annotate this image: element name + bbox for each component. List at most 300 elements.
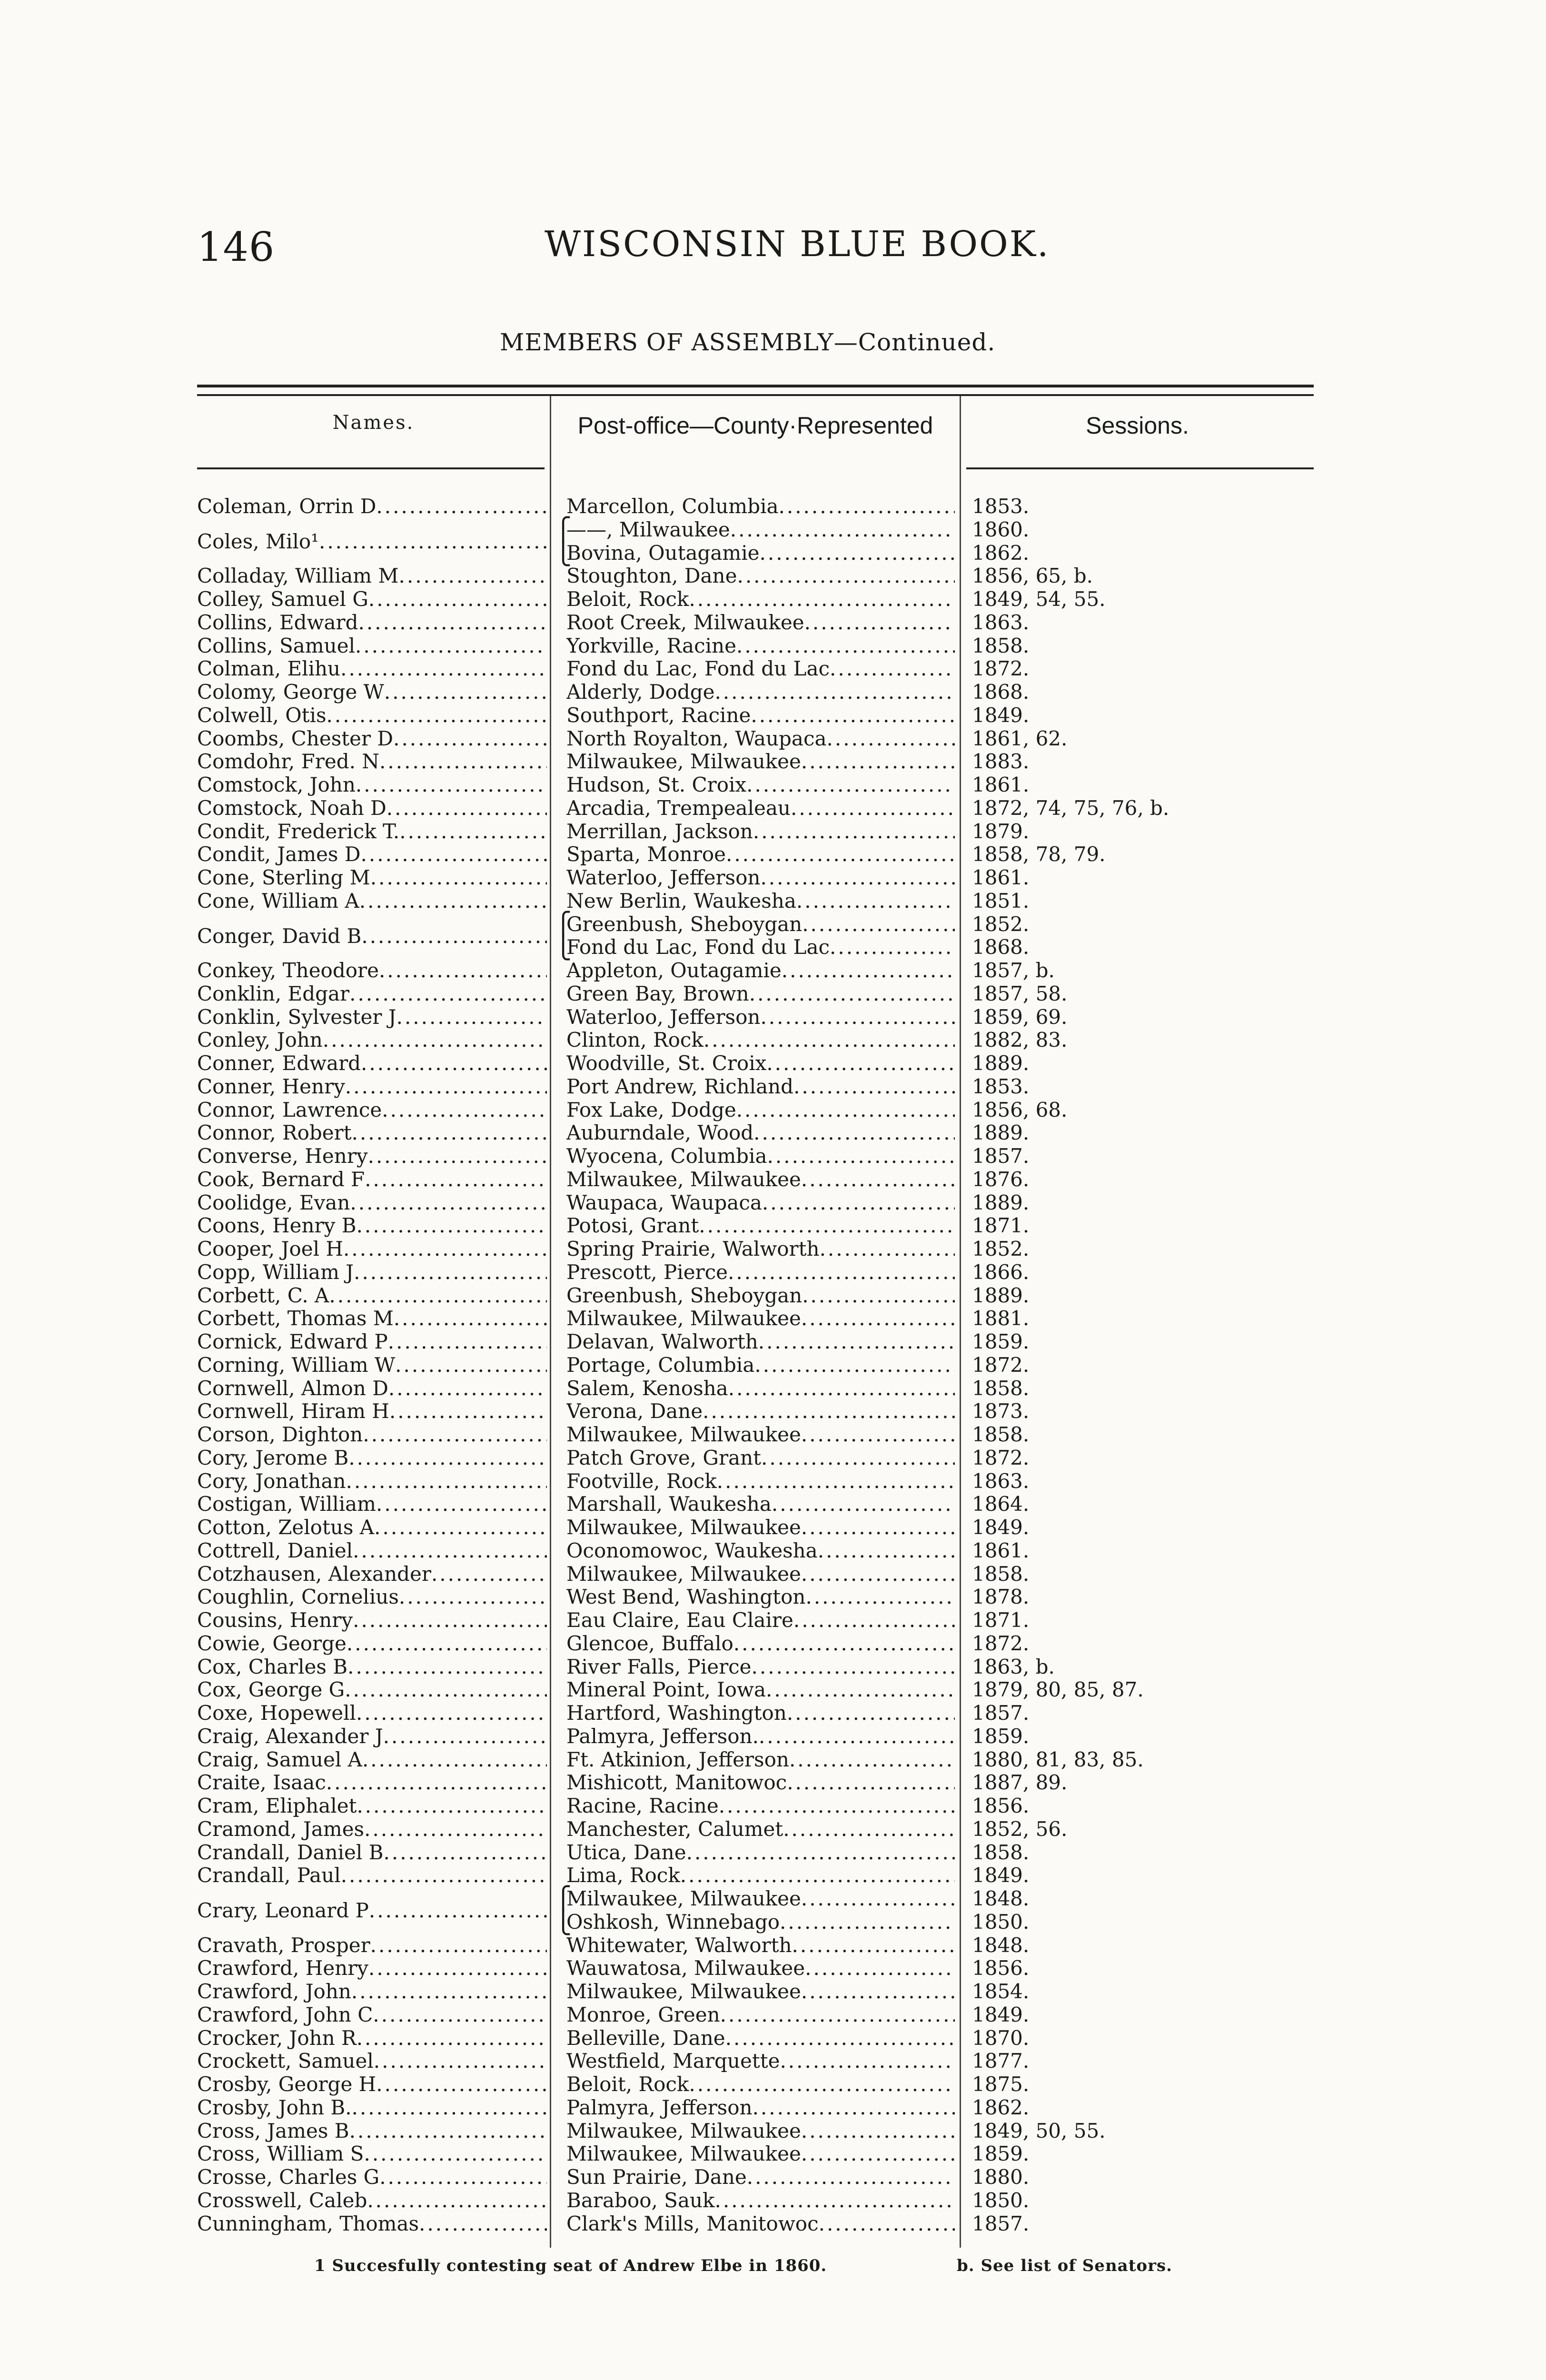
post-office-county: Hartford, Washington ..... <box>566 1702 955 1725</box>
sessions-value: 1880, 81, 83, 85. <box>972 1748 1144 1771</box>
sessions-value: 1856. <box>972 1795 1030 1817</box>
post-office-county: Sun Prairie, Dane ..... <box>566 2166 955 2189</box>
sessions-value: 1868. <box>972 681 1030 704</box>
table-row <box>0 1354 1546 1377</box>
member-name: Cooper, Joel H ..... <box>197 1238 547 1261</box>
table-row <box>0 1539 1546 1563</box>
member-name: Copp, William J ..... <box>197 1261 547 1284</box>
member-name: Cunningham, Thomas ..... <box>197 2212 547 2236</box>
post-office-county: Footville, Rock ..... <box>566 1470 955 1493</box>
post-office-county: New Berlin, Waukesha ..... <box>566 890 955 913</box>
post-office-county: Milwaukee, Milwaukee ..... <box>566 1423 955 1447</box>
table-row <box>0 2096 1546 2120</box>
table-row <box>0 1330 1546 1354</box>
sessions-value: 1849. <box>972 1516 1030 1539</box>
sessions-value: 1858. <box>972 1562 1030 1586</box>
post-office-county: Mineral Point, Iowa ..... <box>566 1678 955 1702</box>
table-row <box>0 1145 1546 1168</box>
member-name: Collins, Edward ..... <box>197 611 547 635</box>
member-name: Costigan, William ..... <box>197 1493 547 1516</box>
top-rule-thin <box>197 394 1314 396</box>
running-title: WISCONSIN BLUE BOOK. <box>545 224 1050 265</box>
member-name: Crockett, Samuel ..... <box>197 2050 547 2073</box>
member-name: Cox, Charles B ..... <box>197 1656 547 1679</box>
member-name: Colman, Elihu ..... <box>197 657 547 681</box>
table-row <box>0 1284 1546 1308</box>
table-row <box>0 1493 1546 1516</box>
sessions-value: 1858. <box>972 634 1030 657</box>
post-office-county: Eau Claire, Eau Claire ..... <box>566 1609 955 1632</box>
table-row <box>0 750 1546 774</box>
table-row <box>0 2073 1546 2096</box>
table-row <box>0 890 1546 913</box>
member-name: Crosby, John B. ..... <box>197 2096 547 2120</box>
table-row <box>0 1818 1546 1841</box>
post-office-county: Waterloo, Jefferson ..... <box>566 1006 955 1029</box>
table-row <box>0 1075 1546 1099</box>
sessions-value: 1849, 54, 55. <box>972 588 1106 611</box>
sessions-value: 1882, 83. <box>972 1029 1068 1052</box>
table-row <box>0 913 1546 960</box>
post-office-county: West Bend, Washington ..... <box>566 1586 955 1609</box>
member-name: Crawford, Henry ..... <box>197 1957 547 1980</box>
sessions-value: 1857, b. <box>972 959 1055 982</box>
sessions-value: 1862. <box>972 2096 1030 2119</box>
post-office-county: Stoughton, Dane ..... <box>566 565 955 588</box>
post-office-county: Wyocena, Columbia ..... <box>566 1145 955 1168</box>
post-office-county: Ft. Atkinion, Jefferson ..... <box>566 1748 955 1772</box>
sessions-value: 1880. <box>972 2166 1030 2189</box>
table-row <box>0 959 1546 982</box>
sessions-value: 1863, b. <box>972 1655 1055 1678</box>
member-name: Crosswell, Caleb ..... <box>197 2189 547 2212</box>
member-name: Craig, Samuel A ..... <box>197 1748 547 1772</box>
sessions-value: 1872. <box>972 1632 1030 1655</box>
table-row <box>0 1748 1546 1772</box>
sessions-value: 1849. <box>972 2003 1030 2026</box>
sessions-value: 1875. <box>972 2073 1030 2096</box>
post-office-county: Auburndale, Wood ..... <box>566 1121 955 1145</box>
table-row <box>0 565 1546 588</box>
member-name: Comstock, John ..... <box>197 774 547 797</box>
table-row <box>0 1795 1546 1818</box>
member-name: Condit, James D ..... <box>197 843 547 866</box>
table-row <box>0 1887 1546 1934</box>
post-office-county: Sparta, Monroe ..... <box>566 843 955 866</box>
sessions-value: 1872. <box>972 1446 1030 1469</box>
post-office-county: Portage, Columbia ..... <box>566 1354 955 1377</box>
table-row <box>0 1702 1546 1725</box>
member-name: Colley, Samuel G ..... <box>197 588 547 611</box>
member-name: Cory, Jerome B ..... <box>197 1447 547 1470</box>
table-row <box>0 1957 1546 1980</box>
sessions-value: 1864. <box>972 1493 1030 1516</box>
member-name: Cotton, Zelotus A ..... <box>197 1516 547 1539</box>
sessions-value: 1878. <box>972 1586 1030 1609</box>
member-name: Cone, Sterling M ..... <box>197 866 547 890</box>
member-name: Crawford, John ..... <box>197 1980 547 2003</box>
table-row <box>0 1400 1546 1423</box>
post-office-county: Westfield, Marquette ..... <box>566 2050 955 2073</box>
member-name: Cox, George G ..... <box>197 1678 547 1702</box>
member-name: Crosse, Charles G ..... <box>197 2166 547 2189</box>
post-office-county: ——, Milwaukee ..... Bovina, Outagamie ..... <box>566 518 955 565</box>
member-name: Crawford, John C ..... <box>197 2003 547 2027</box>
member-name: Cross, William S ..... <box>197 2142 547 2166</box>
member-name: Connor, Lawrence ..... <box>197 1099 547 1122</box>
sessions-value: 1857. <box>972 2212 1030 2235</box>
post-office-county: Prescott, Pierce ..... <box>566 1261 955 1284</box>
sessions-value: 1852, 56. <box>972 1817 1068 1841</box>
sessions-value: 1849. <box>972 1864 1030 1887</box>
post-office-column-header: Post-office—County·Represented <box>577 412 933 439</box>
member-name: Conklin, Sylvester J ..... <box>197 1006 547 1029</box>
names-column-header: Names. <box>332 412 415 434</box>
page-number: 146 <box>197 224 275 270</box>
post-office-county: Root Creek, Milwaukee ..... <box>566 611 955 635</box>
sessions-value: 1853. <box>972 495 1030 518</box>
post-office-county: Yorkville, Racine ..... <box>566 635 955 658</box>
member-name: Crary, Leonard P ..... <box>197 1887 547 1934</box>
table-row <box>0 1447 1546 1470</box>
post-office-county: Fond du Lac, Fond du Lac ..... <box>566 657 955 681</box>
post-office-county: Mishicott, Manitowoc ..... <box>566 1771 955 1795</box>
table-row <box>0 1934 1546 1957</box>
sessions-column-header: Sessions. <box>1086 412 1189 439</box>
member-name: Crandall, Daniel B ..... <box>197 1841 547 1864</box>
table-row <box>0 1609 1546 1632</box>
member-name: Conner, Henry ..... <box>197 1075 547 1099</box>
post-office-county: Palmyra, Jefferson. ..... <box>566 1725 955 1748</box>
post-office-county: Utica, Dane ..... <box>566 1841 955 1864</box>
section-title: MEMBERS OF ASSEMBLY—Continued. <box>500 328 996 356</box>
table-row <box>0 1841 1546 1864</box>
sessions-value: 1850. <box>972 2189 1030 2212</box>
member-name: Cross, James B ..... <box>197 2120 547 2143</box>
post-office-county: Glencoe, Buffalo ..... <box>566 1632 955 1656</box>
table-row <box>0 2003 1546 2027</box>
member-name: Cravath, Prosper ..... <box>197 1934 547 1957</box>
sessions-value: 1853. <box>972 1075 1030 1098</box>
member-name: Conley, John ..... <box>197 1029 547 1052</box>
header-rule <box>197 467 545 469</box>
sessions-value: 1889. <box>972 1284 1030 1307</box>
member-name: Coolidge, Evan ..... <box>197 1191 547 1215</box>
sessions-value: 1863. <box>972 611 1030 634</box>
bracket-glyph: ⎩ <box>555 934 572 961</box>
sessions-value: 1861. <box>972 866 1030 889</box>
table-row <box>0 1029 1546 1052</box>
post-office-county: Green Bay, Brown ..... <box>566 982 955 1006</box>
table-row <box>0 657 1546 681</box>
table-row <box>0 2050 1546 2073</box>
table-row <box>0 1006 1546 1029</box>
sessions-value: 1871. <box>972 1214 1030 1238</box>
sessions-value: 1861. <box>972 774 1030 796</box>
sessions-value: 1881. <box>972 1307 1030 1330</box>
member-name: Converse, Henry ..... <box>197 1145 547 1168</box>
member-name: Cram, Eliphalet ..... <box>197 1795 547 1818</box>
sessions-value: 1859. <box>972 2142 1030 2166</box>
member-name: Cone, William A ..... <box>197 890 547 913</box>
members-table <box>0 495 1546 2235</box>
member-name: Cornick, Edward P ..... <box>197 1330 547 1354</box>
post-office-county: Manchester, Calumet ..... <box>566 1818 955 1841</box>
member-name: Coombs, Chester D ..... <box>197 727 547 751</box>
table-row <box>0 866 1546 890</box>
table-row <box>0 843 1546 866</box>
sessions-value: 1872. <box>972 1353 1030 1377</box>
member-name: Corbett, Thomas M ..... <box>197 1307 547 1330</box>
post-office-county: Beloit, Rock ..... <box>566 588 955 611</box>
post-office-county: Waupaca, Waupaca ..... <box>566 1191 955 1215</box>
post-office-county: Woodville, St. Croix ..... <box>566 1052 955 1075</box>
member-name: Corson, Dighton ..... <box>197 1423 547 1447</box>
member-name: Conkey, Theodore ..... <box>197 959 547 982</box>
member-name: Cook, Bernard F ..... <box>197 1168 547 1191</box>
member-name: Colladay, William M ..... <box>197 565 547 588</box>
table-row <box>0 774 1546 797</box>
sessions-value: 1859. <box>972 1330 1030 1353</box>
table-row <box>0 1121 1546 1145</box>
post-office-county: Milwaukee, Milwaukee ..... <box>566 1307 955 1330</box>
table-row <box>0 2166 1546 2189</box>
bracket-glyph: ⎧ <box>555 1885 572 1912</box>
header-rule <box>966 467 1314 469</box>
bracket-glyph: ⎩ <box>555 1908 572 1935</box>
table-row <box>0 1052 1546 1075</box>
post-office-county: Oconomowoc, Waukesha ..... <box>566 1539 955 1563</box>
post-office-county: Clinton, Rock ..... <box>566 1029 955 1052</box>
post-office-county: North Royalton, Waupaca ..... <box>566 727 955 751</box>
sessions-value: 1889. <box>972 1191 1030 1214</box>
member-name: Cotzhausen, Alexander ..... <box>197 1563 547 1586</box>
footnote-senators: b. See list of Senators. <box>957 2256 1172 2275</box>
post-office-county: Spring Prairie, Walworth ..... <box>566 1238 955 1261</box>
table-row <box>0 1563 1546 1586</box>
post-office-county: Port Andrew, Richland ..... <box>566 1075 955 1099</box>
post-office-county: Milwaukee, Milwaukee ..... <box>566 2120 955 2143</box>
sessions-value: 1849, 50, 55. <box>972 2119 1106 2142</box>
post-office-county: Marshall, Waukesha ..... <box>566 1493 955 1516</box>
sessions-value: 1859. <box>972 1725 1030 1748</box>
post-office-county: Milwaukee, Milwaukee ..... <box>566 1563 955 1586</box>
table-row <box>0 495 1546 518</box>
member-name: Craig, Alexander J ..... <box>197 1725 547 1748</box>
post-office-county: Monroe, Green ..... <box>566 2003 955 2027</box>
member-name: Corning, William W ..... <box>197 1354 547 1377</box>
table-row <box>0 1656 1546 1679</box>
post-office-county: Patch Grove, Grant ..... <box>566 1447 955 1470</box>
table-row <box>0 820 1546 843</box>
sessions-value: 1856, 68. <box>972 1098 1068 1121</box>
sessions-value: 1848. 1850. <box>972 1887 1030 1934</box>
member-name: Conger, David B ..... <box>197 913 547 960</box>
sessions-value: 1870. <box>972 2026 1030 2050</box>
table-row <box>0 797 1546 820</box>
post-office-county: Milwaukee, Milwaukee ..... <box>566 1516 955 1539</box>
page-header <box>197 224 1325 281</box>
sessions-value: 1856, 65, b. <box>972 565 1093 588</box>
member-name: Crosby, George H ..... <box>197 2073 547 2096</box>
member-name: Crocker, John R ..... <box>197 2027 547 2050</box>
member-name: Collins, Samuel ..... <box>197 635 547 658</box>
sessions-value: 1851. <box>972 889 1030 912</box>
post-office-county: Milwaukee, Milwaukee ..... <box>566 2142 955 2166</box>
member-name: Coles, Milo¹ ..... <box>197 518 547 565</box>
post-office-county: Milwaukee, Milwaukee ..... <box>566 1980 955 2003</box>
table-row <box>0 1632 1546 1656</box>
table-row <box>0 704 1546 727</box>
table-row <box>0 1191 1546 1215</box>
bracket-glyph: ⎩ <box>555 539 572 566</box>
sessions-value: 1852. 1868. <box>972 912 1030 959</box>
table-row <box>0 2189 1546 2212</box>
table-row <box>0 1238 1546 1261</box>
table-row <box>0 1168 1546 1191</box>
member-name: Coleman, Orrin D ..... <box>197 495 547 518</box>
sessions-value: 1856. <box>972 1957 1030 1980</box>
table-row <box>0 727 1546 751</box>
post-office-county: Milwaukee, Milwaukee ..... Oshkosh, Winnebago ..... <box>566 1887 955 1934</box>
table-row <box>0 1586 1546 1609</box>
post-office-county: Fox Lake, Dodge ..... <box>566 1099 955 1122</box>
sessions-value: 1861, 62. <box>972 727 1068 750</box>
sessions-value: 1857. <box>972 1145 1030 1168</box>
table-row <box>0 1470 1546 1493</box>
sessions-value: 1879. <box>972 820 1030 843</box>
table-row <box>0 635 1546 658</box>
top-rule <box>197 385 1314 387</box>
member-name: Craite, Isaac ..... <box>197 1771 547 1795</box>
table-row <box>0 1377 1546 1400</box>
sessions-value: 1849. <box>972 704 1030 727</box>
post-office-county: Milwaukee, Milwaukee ..... <box>566 750 955 774</box>
sessions-value: 1857. <box>972 1702 1030 1725</box>
member-name: Comdohr, Fred. N ..... <box>197 750 547 774</box>
sessions-value: 1887, 89. <box>972 1771 1068 1795</box>
table-row <box>0 1261 1546 1284</box>
sessions-value: 1858, 78, 79. <box>972 843 1106 866</box>
member-name: Coughlin, Cornelius ..... <box>197 1586 547 1609</box>
member-name: Cornwell, Hiram H ..... <box>197 1400 547 1423</box>
post-office-county: Baraboo, Sauk ..... <box>566 2189 955 2212</box>
sessions-value: 1872. <box>972 657 1030 681</box>
bracket-glyph: ⎧ <box>555 516 572 543</box>
footnote: 1 Succesfully contesting seat of Andrew Elbe in 1860. <box>314 2256 827 2275</box>
member-name: Comstock, Noah D ..... <box>197 797 547 820</box>
table-row <box>0 1099 1546 1122</box>
sessions-value: 1877. <box>972 2050 1030 2073</box>
table-row <box>0 982 1546 1006</box>
table-row <box>0 1771 1546 1795</box>
table-row <box>0 1516 1546 1539</box>
post-office-county: Racine, Racine ..... <box>566 1795 955 1818</box>
sessions-value: 1863. <box>972 1469 1030 1493</box>
sessions-value: 1848. <box>972 1934 1030 1957</box>
member-name: Cottrell, Daniel ..... <box>197 1539 547 1563</box>
member-name: Conklin, Edgar ..... <box>197 982 547 1006</box>
member-name: Cousins, Henry ..... <box>197 1609 547 1632</box>
sessions-value: 1889. <box>972 1052 1030 1075</box>
post-office-county: Whitewater, Walworth ..... <box>566 1934 955 1957</box>
table-row <box>0 2212 1546 2236</box>
table-row <box>0 1725 1546 1748</box>
post-office-county: Arcadia, Trempealeau ..... <box>566 797 955 820</box>
sessions-value: 1858. <box>972 1841 1030 1864</box>
table-row <box>0 1214 1546 1238</box>
member-name: Crandall, Paul ..... <box>197 1864 547 1887</box>
post-office-county: Palmyra, Jefferson ..... <box>566 2096 955 2120</box>
post-office-county: Wauwatosa, Milwaukee ..... <box>566 1957 955 1980</box>
table-row <box>0 2120 1546 2143</box>
table-row <box>0 1864 1546 1887</box>
sessions-value: 1879, 80, 85, 87. <box>972 1678 1144 1702</box>
table-row <box>0 2027 1546 2050</box>
post-office-county: Salem, Kenosha ..... <box>566 1377 955 1400</box>
post-office-county: Alderly, Dodge ..... <box>566 681 955 704</box>
member-name: Cramond, James ..... <box>197 1818 547 1841</box>
sessions-value: 1873. <box>972 1400 1030 1423</box>
bracket-glyph: ⎧ <box>555 911 572 938</box>
sessions-value: 1854. <box>972 1980 1030 2003</box>
table-row <box>0 611 1546 635</box>
member-name: Connor, Robert ..... <box>197 1121 547 1145</box>
table-row <box>0 681 1546 704</box>
table-row <box>0 2142 1546 2166</box>
sessions-value: 1883. <box>972 750 1030 774</box>
table-row <box>0 1307 1546 1330</box>
post-office-county: Belleville, Dane ..... <box>566 2027 955 2050</box>
post-office-county: Greenbush, Sheboygan ..... <box>566 1284 955 1308</box>
post-office-county: Verona, Dane ..... <box>566 1400 955 1423</box>
sessions-value: 1872, 74, 75, 76, b. <box>972 796 1169 820</box>
member-name: Coxe, Hopewell ..... <box>197 1702 547 1725</box>
post-office-county: Clark's Mills, Manitowoc ..... <box>566 2212 955 2236</box>
sessions-value: 1876. <box>972 1168 1030 1191</box>
post-office-county: Greenbush, Sheboygan ..... Fond du Lac, Fond du Lac ..... <box>566 913 955 960</box>
member-name: Cowie, George ..... <box>197 1632 547 1656</box>
post-office-county: Hudson, St. Croix ..... <box>566 774 955 797</box>
table-row <box>0 518 1546 565</box>
post-office-county: Marcellon, Columbia ..... <box>566 495 955 518</box>
post-office-county: River Falls, Pierce ..... <box>566 1656 955 1679</box>
member-name: Corbett, C. A ..... <box>197 1284 547 1308</box>
member-name: Cory, Jonathan ..... <box>197 1470 547 1493</box>
member-name: Cornwell, Almon D ..... <box>197 1377 547 1400</box>
sessions-value: 1861. <box>972 1539 1030 1562</box>
sessions-value: 1857, 58. <box>972 982 1068 1005</box>
table-row <box>0 1423 1546 1447</box>
sessions-value: 1852. <box>972 1238 1030 1260</box>
post-office-county: Lima, Rock ..... <box>566 1864 955 1887</box>
sessions-value: 1871. <box>972 1609 1030 1632</box>
sessions-value: 1859, 69. <box>972 1005 1068 1029</box>
post-office-county: Appleton, Outagamie ..... <box>566 959 955 982</box>
post-office-county: Milwaukee, Milwaukee ..... <box>566 1168 955 1191</box>
table-row <box>0 588 1546 611</box>
member-name: Colomy, George W ..... <box>197 681 547 704</box>
post-office-county: Beloit, Rock ..... <box>566 2073 955 2096</box>
post-office-county: Delavan, Walworth ..... <box>566 1330 955 1354</box>
sessions-value: 1889. <box>972 1121 1030 1145</box>
sessions-value: 1858. <box>972 1423 1030 1446</box>
member-name: Condit, Frederick T. ..... <box>197 820 547 843</box>
sessions-value: 1866. <box>972 1260 1030 1284</box>
member-name: Colwell, Otis ..... <box>197 704 547 727</box>
table-row <box>0 1678 1546 1702</box>
sessions-value: 1858. <box>972 1377 1030 1400</box>
